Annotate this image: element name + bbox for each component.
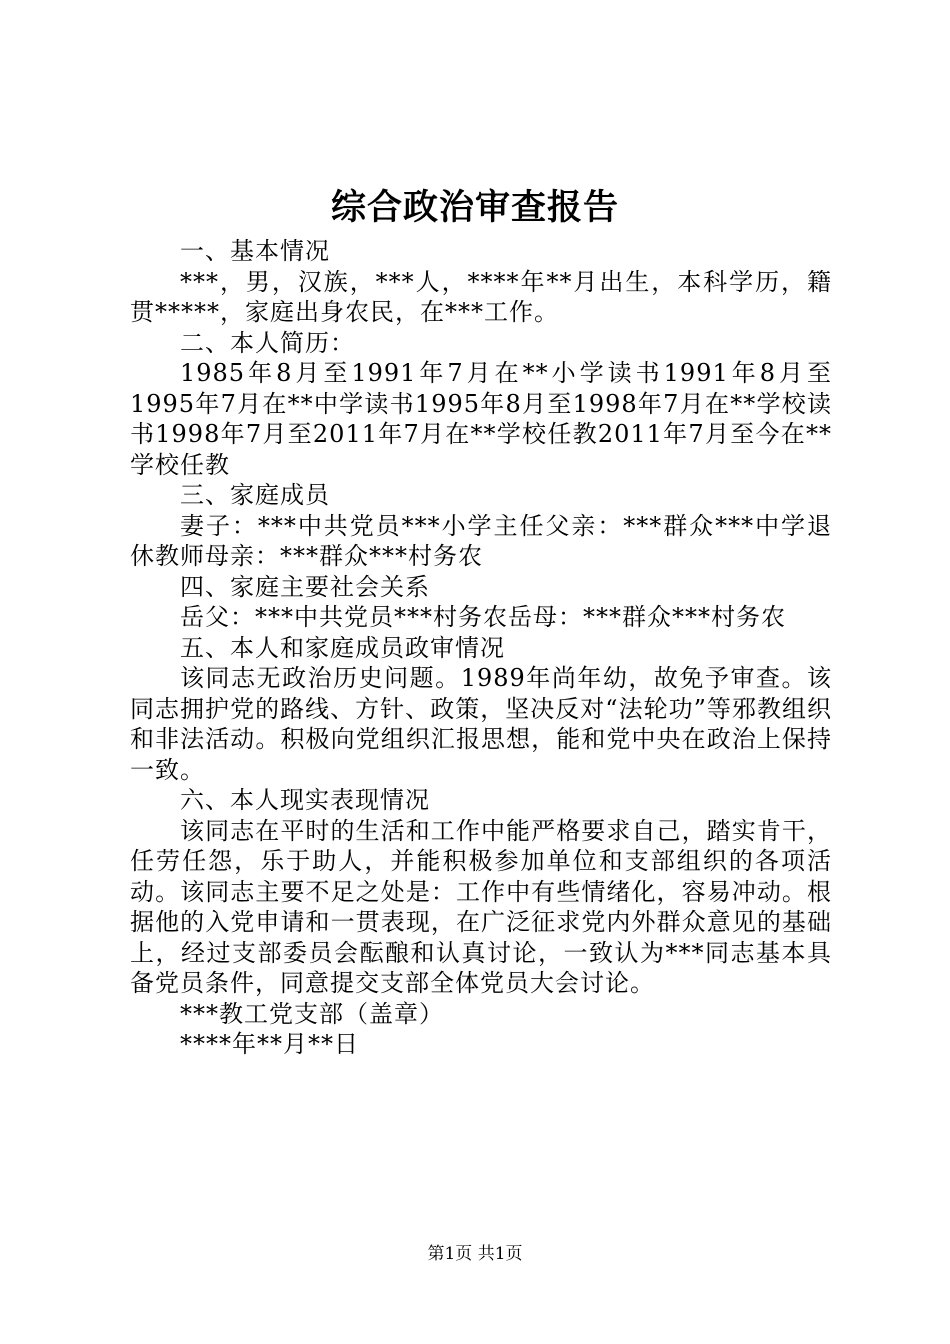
section-heading-family-members: 三、家庭成员	[180, 481, 330, 509]
section-heading-basic-info: 一、基本情况	[180, 237, 330, 265]
section-heading-political-review: 五、本人和家庭成员政审情况	[180, 633, 505, 662]
signature-line: ***教工党支部（盖章）	[180, 999, 444, 1028]
section-heading-resume: 二、本人简历：	[180, 328, 355, 357]
section-text-performance: 该同志在平时的生活和工作中能严格要求自己，踏实肯干，任劳任怨，乐于助人，并能积极参加单位和支部组织的各项活动。该同志主要不足之处是：工作中有些情绪化，容易冲动。根据他的入党申请和一贯表现，在广泛征求党内外群众意见的基础上，经过支部委员会酝酿和认真讨论，一致认为***同志基本具备党员条件，同意提交支部全体党员大会讨论。	[130, 816, 832, 997]
date-line: ****年**月**日	[180, 1030, 359, 1058]
document-title: 综合政治审查报告	[330, 187, 619, 228]
section-text-political-review: 该同志无政治历史问题。1989年尚年幼，故免予审查。该同志拥护党的路线、方针、政策，坚决反对“法轮功”等邪教组织和非法活动。积极向党组织汇报思想，能和党中央在政治上保持一致。	[130, 664, 832, 784]
section-text-basic-info: ***，男，汉族，***人，****年**月出生，本科学历，籍贯*****，家庭出身农民，在***工作。	[130, 267, 832, 326]
section-text-social-relations: 岳父：***中共党员***村务农岳母：***群众***村务农	[180, 603, 786, 631]
document-body	[130, 236, 832, 1060]
section-text-resume: 1985年8月至1991年7月在**小学读书1991年8月至1995年7月在**中学读书1995年8月至1998年7月在**学校读书1998年7月至2011年7月在**学校任教2011年7月至今在**学校任教	[130, 359, 832, 479]
section-heading-performance: 六、本人现实表现情况	[180, 786, 430, 814]
page-footer: 第1页 共1页	[427, 1244, 523, 1264]
section-text-family-members: 妻子：***中共党员***小学主任父亲：***群众***中学退休教师母亲：***群众***村务农	[130, 511, 832, 570]
section-heading-social-relations: 四、家庭主要社会关系	[180, 572, 430, 601]
